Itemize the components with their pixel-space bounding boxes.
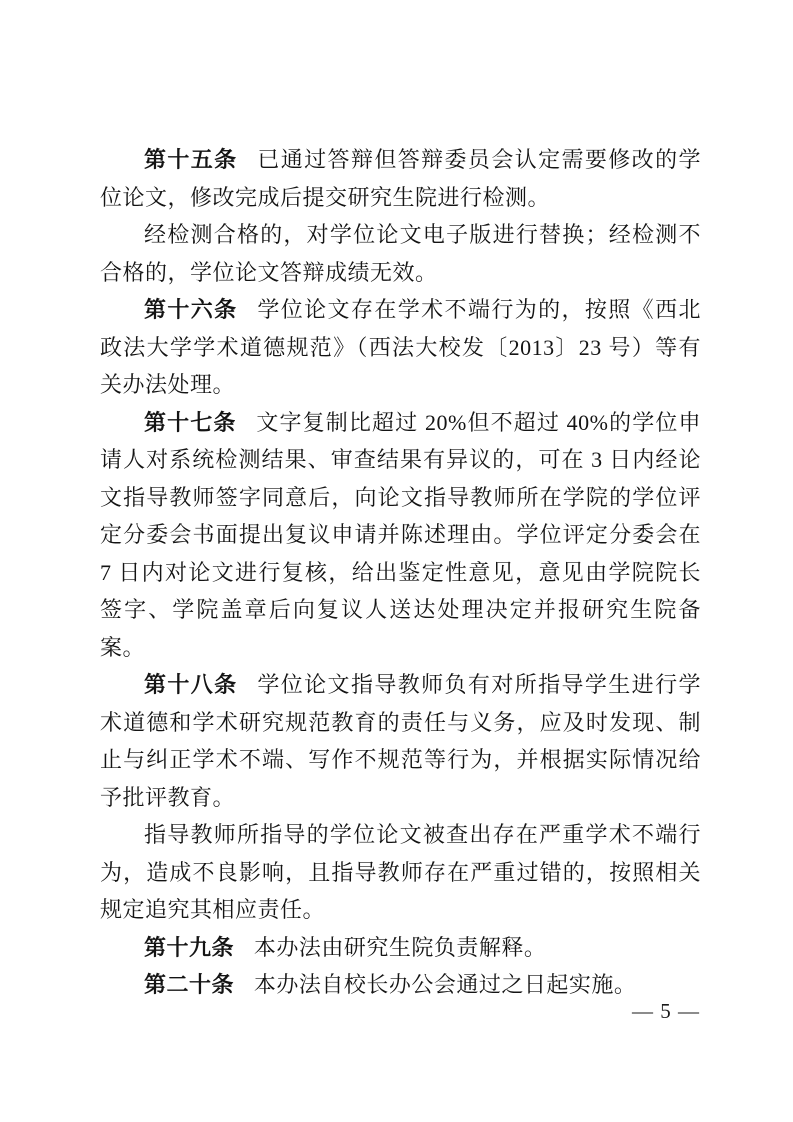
paragraph-text: 已通过答辩但答辩委员会认定需要修改的学位论文，修改完成后提交研究生院进行检测。 (100, 147, 701, 210)
paragraph-text: 学位论文指导教师负有对所指导学生进行学术道德和学术研究规范教育的责任与义务，应及时发现、制止与纠正学术不端、写作不规范等行为，并根据实际情况给予批评教育。 (100, 672, 701, 810)
paragraph-text: 本办法自校长办公会通过之日起实施。 (253, 972, 637, 997)
paragraph (100, 929, 701, 967)
document-body (100, 141, 701, 1004)
article-number: 第十五条 (144, 147, 238, 172)
paragraph (100, 216, 701, 291)
paragraph (100, 816, 701, 929)
paragraph (100, 966, 701, 1004)
article-number: 第二十条 (144, 972, 235, 997)
paragraph (100, 141, 701, 216)
paragraph (100, 404, 701, 667)
paragraph-text: 经检测合格的，对学位论文电子版进行替换；经检测不合格的，学位论文答辩成绩无效。 (100, 222, 701, 285)
page-number: — 5 — (632, 999, 700, 1023)
article-number: 第十七条 (144, 409, 237, 435)
paragraph-text: 指导教师所指导的学位论文被查出存在严重学术不端行为，造成不良影响，且指导教师存在严重过错的，按照相关规定追究其相应责任。 (100, 822, 701, 922)
paragraph (100, 291, 701, 404)
paragraph-text: 本办法由研究生院负责解释。 (253, 934, 547, 960)
article-number: 第十八条 (144, 672, 238, 697)
paragraph (100, 666, 701, 816)
article-number: 第十九条 (144, 934, 235, 960)
paragraph-text: 文字复制比超过 20%但不超过 40%的学位申请人对系统检测结果、审查结果有异议的，可在 3 日内经论文指导教师签字同意后，向论文指导教师所在学院的学位评定分委会书面提出复议申请并陈述理由。学位评定分委会在 7 日内对论文进行复核，给出鉴定性意见，意见由学院院长签字、学院盖章后向复议人送达处理决定并报研究生院备案。 (100, 409, 701, 660)
paragraph-text: 学位论文存在学术不端行为的，按照《西北政法大学学术道德规范》（西法大校发〔2013〕23 号）等有关办法处理。 (100, 297, 701, 397)
article-number: 第十六条 (144, 297, 238, 322)
